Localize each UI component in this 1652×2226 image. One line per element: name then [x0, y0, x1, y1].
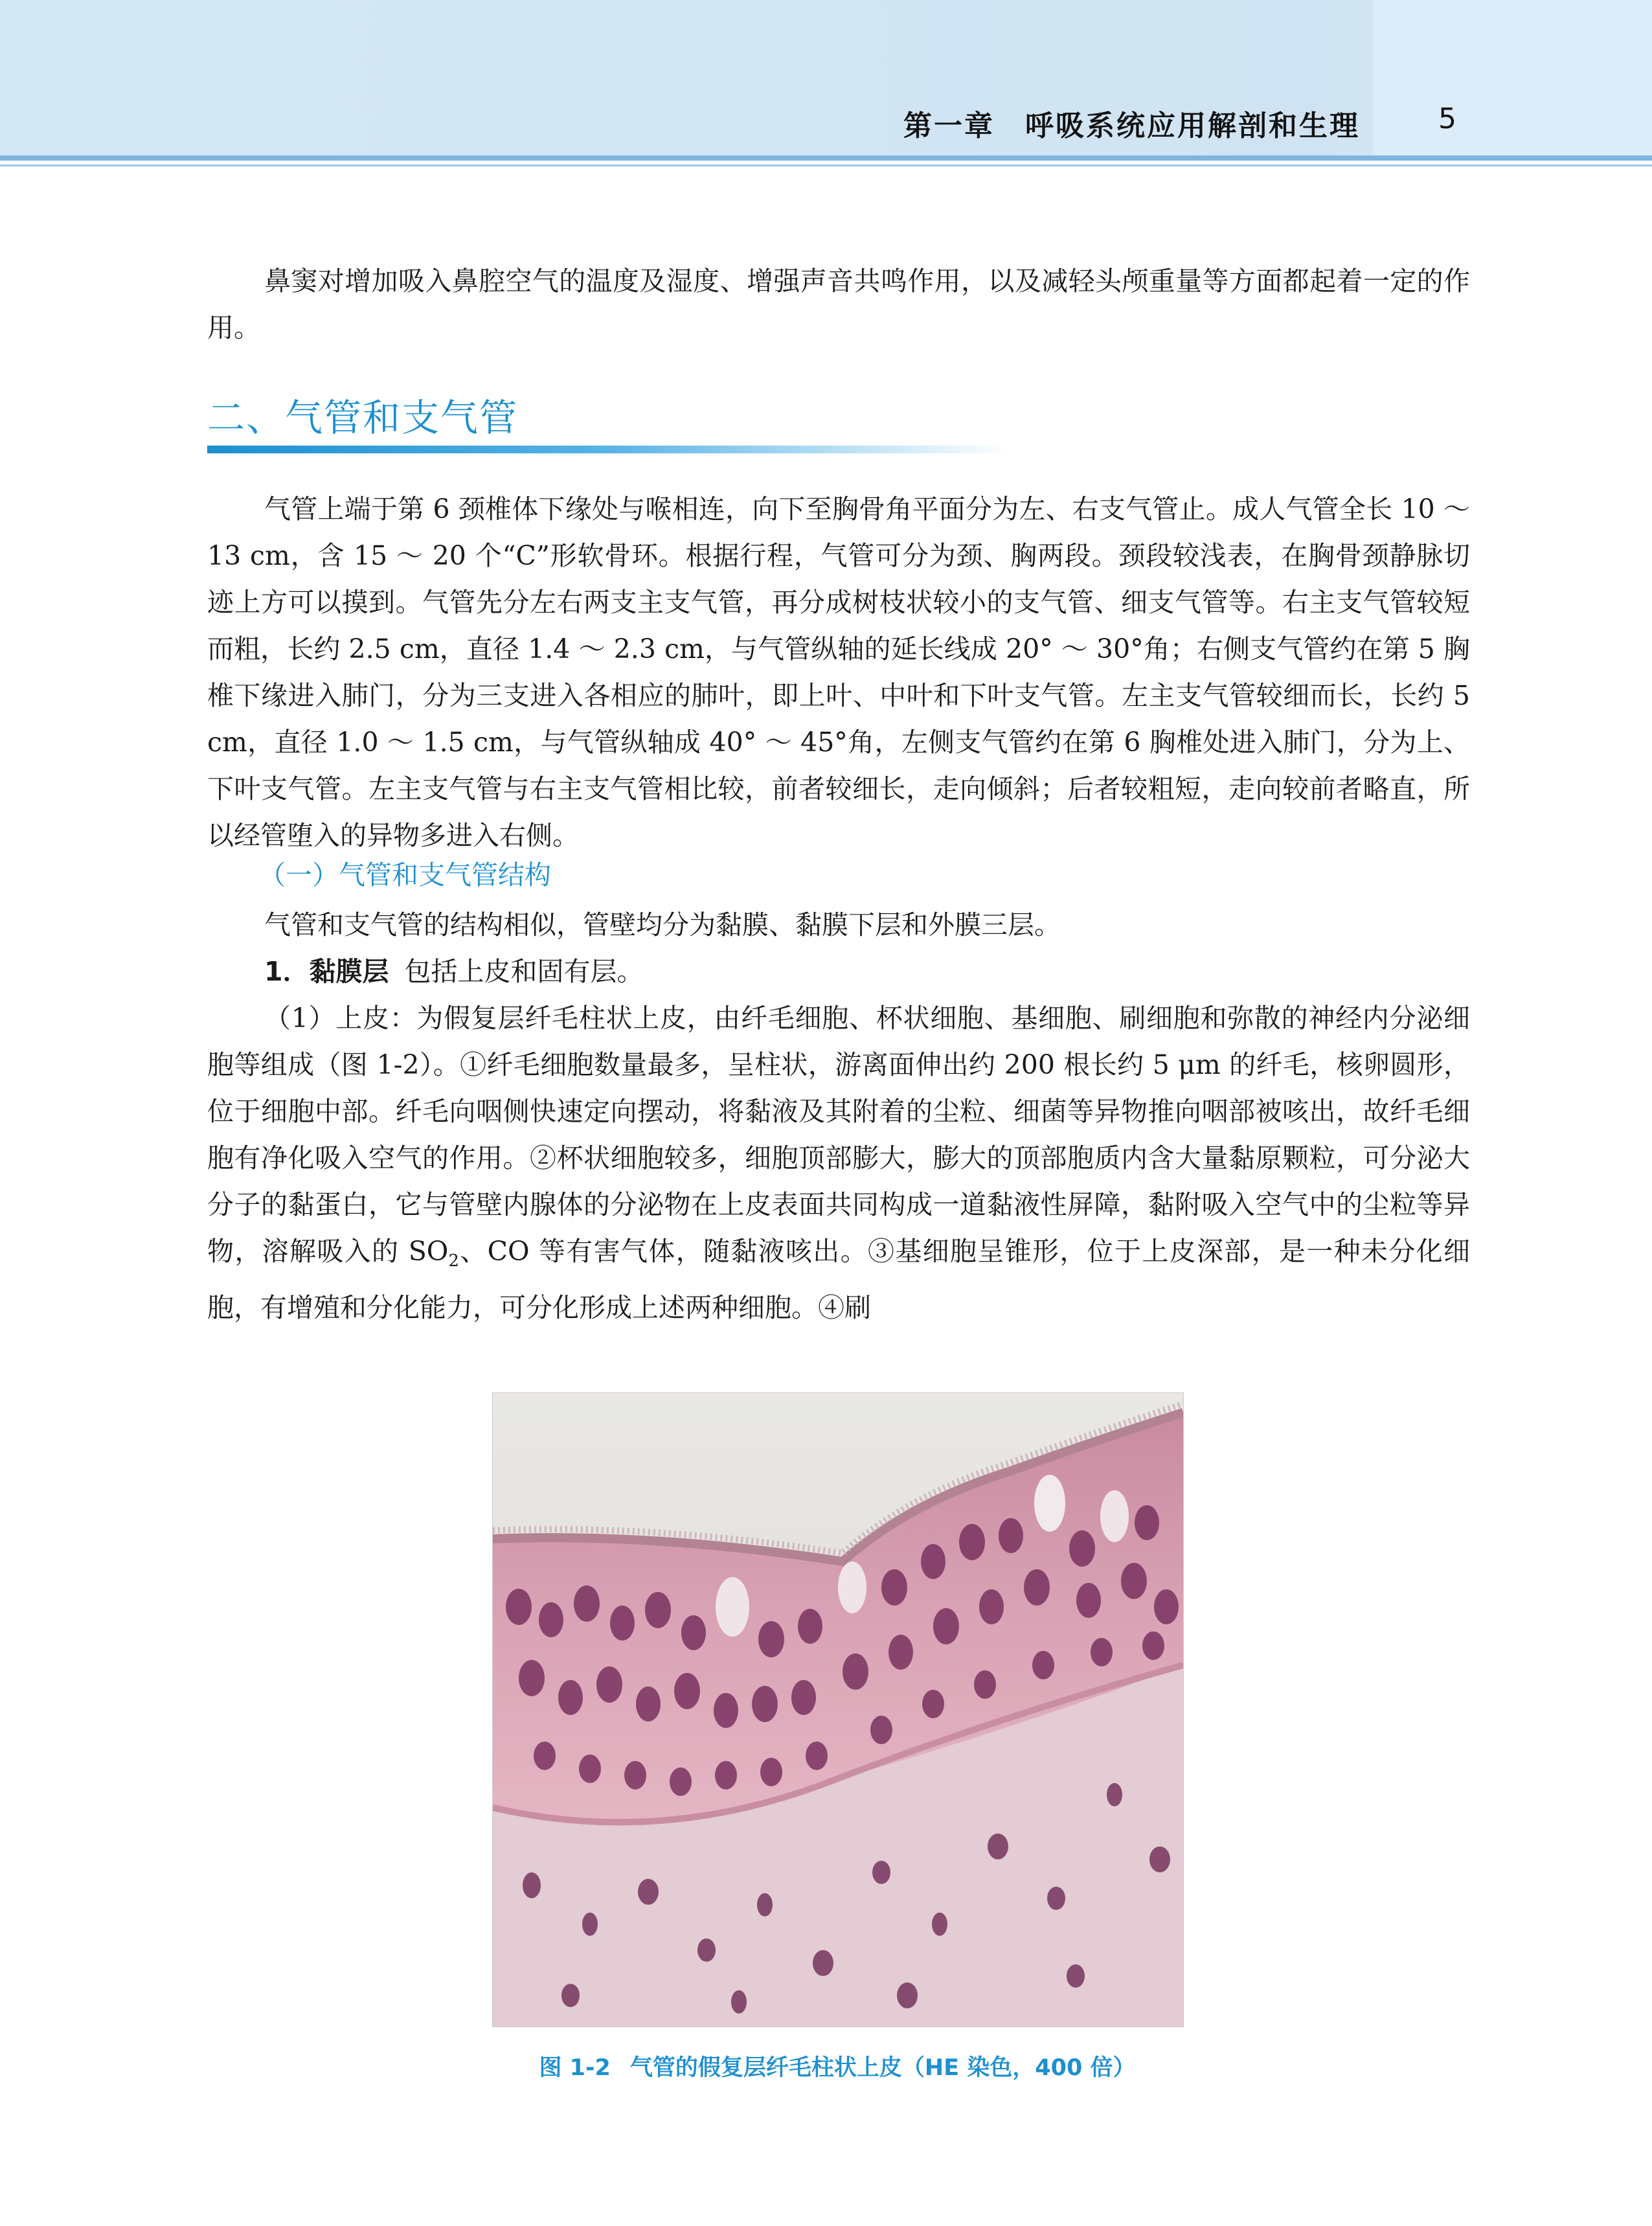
paragraph-trachea: 气管上端于第 6 颈椎体下缘处与喉相连，向下至胸骨角平面分为左、右支气管止。成人气管全长 10 ～ 13 cm，含 15 ～ 20 个“C”形软骨环。根据行程，气管可分为颈、胸两段。颈段较浅表，在胸骨颈静脉切迹上方可以摸到。气管先分左右两支主支气管，再分成树枝状较小的支气管、细支气管等。右主支气管较短而粗，长约 2.5 cm，直径 1.4 ～ 2.3 cm，与气管纵轴的延长线成 20° ～ 30°角；右侧支气管约在第 5 胸椎下缘进入肺门，分为三支进入各相应的肺叶，即上叶、中叶和下叶支气管。左主支气管较细而长，长约 5 cm，直径 1.0 ～ 1.5 cm，与气管纵轴成 40° ～ 45°角，左侧支气管约在第 6 胸椎处进入肺门，分为上、下叶支气管。左主支气管与右主支气管相比较，前者较细长，走向倾斜；后者较粗短，走向较前者略直，所以经管堕入的异物多进入右侧。	[207, 494, 1470, 851]
chapter-title: 第一章 呼吸系统应用解剖和生理	[903, 109, 1360, 142]
figure-number: 图 1-2	[539, 2055, 611, 2081]
paragraph-structure: 气管和支气管的结构相似，管壁均分为黏膜、黏膜下层和外膜三层。	[264, 909, 1061, 940]
figure-caption	[492, 2050, 1182, 2082]
mucosa-label: 1．黏膜层	[264, 956, 389, 987]
paragraph-epithelium	[207, 995, 1470, 1331]
so2-subscript: 2	[448, 1251, 459, 1271]
subsection-title: （一）气管和支气管结构	[259, 859, 551, 891]
header-rule-thin	[0, 165, 1652, 166]
paragraph-sinus: 鼻窦对增加吸入鼻腔空气的温度及湿度、增强声音共鸣作用，以及减轻头颅重量等方面都起着一定的作用。	[207, 266, 1470, 343]
page-number: 5	[1438, 102, 1456, 135]
mucosa-text: 包括上皮和固有层。	[404, 956, 644, 987]
section-underline	[207, 446, 1010, 453]
section-title: 二、气管和支气管	[207, 396, 519, 440]
header-rule	[0, 155, 1652, 161]
epithelium-text-a: （1）上皮：为假复层纤毛柱状上皮，由纤毛细胞、杯状细胞、基细胞、刷细胞和弥散的神经内分泌细胞等组成（图 1-2）。①纤毛细胞数量最多，呈柱状，游离面伸出约 200 根长约 5 μm 的纤毛，核卵圆形，位于细胞中部。纤毛向咽侧快速定向摆动，将黏液及其附着的尘粒、细菌等异物推向咽部被咳出，故纤毛细胞有净化吸入空气的作用。②杯状细胞较多，细胞顶部膨大，膨大的顶部胞质内含大量黏原颗粒，可分泌大分子的黏蛋白，它与管壁内腺体的分泌物在上皮表面共同构成一道黏液性屏障，黏附吸入空气中的尘粒等异物，溶解吸入的 SO	[207, 1003, 1470, 1267]
paragraph-mucosa	[207, 948, 1470, 995]
histology-image	[493, 1393, 1183, 2027]
epithelium-text-b: 、CO 等有害气体，随黏液咳出。③基细胞呈锥形，位于上皮深部，是一种未分化细胞，有增殖和分化能力，可分化形成上述两种细胞。④刷	[207, 1236, 1470, 1324]
header-band-right	[1373, 0, 1652, 155]
figure-caption-text: 气管的假复层纤毛柱状上皮（HE 染色，400 倍）	[629, 2055, 1136, 2081]
histology-figure	[492, 1392, 1184, 2027]
